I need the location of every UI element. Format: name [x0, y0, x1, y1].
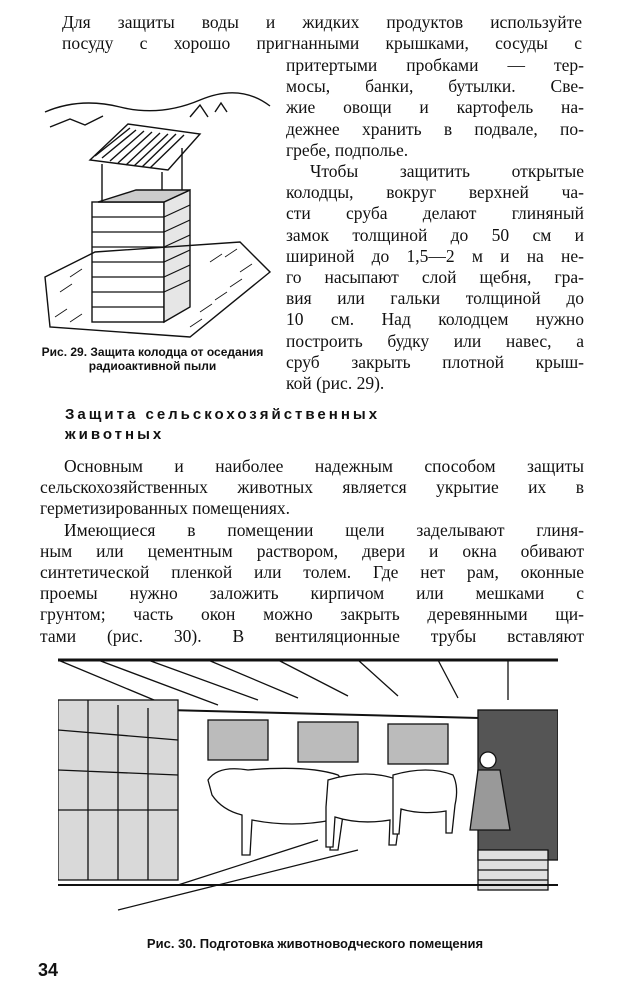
text-line: кой (рис. 29). [286, 373, 385, 394]
text-line: дежнее хранить в подвале, по- [286, 118, 584, 139]
text-line: мосы, банки, бутылки. Све- [286, 76, 584, 97]
text-line: проемы нужно заложить кирпичом или мешками с [40, 583, 584, 604]
text-line: гребе, подполье. [286, 139, 409, 160]
text-line: 10 см. Над колодцем нужно [286, 309, 584, 330]
heading-line: животных [65, 426, 165, 443]
text-line: сельскохозяйственных животных является укрытие их в [40, 477, 584, 498]
text-line: шириной до 1,5—2 м и на не- [286, 245, 584, 266]
text-line: Основным и наиболее надежным способом защиты [64, 456, 584, 476]
well-illustration [40, 72, 272, 347]
text-line: жие овощи и картофель на- [286, 97, 584, 118]
text-line: колодцы, вокруг верхней ча- [286, 182, 584, 203]
text-line: ным или цементным раствором, двери и окна обивают [40, 540, 584, 561]
text-line: го насыпают слой щебня, гра- [286, 267, 584, 288]
text-line: грунтом; часть окон можно закрыть деревянными щи- [40, 604, 584, 625]
section-heading [65, 405, 585, 445]
page-number: 34 [38, 960, 59, 980]
figure-29-caption: Рис. 29. Защита колодца от оседания радиоактивной пыли [41, 345, 264, 373]
figure-30-caption: Рис. 30. Подготовка животноводческого помещения [146, 936, 484, 951]
heading-line: Защита сельскохозяйственных [65, 406, 381, 423]
text-line: Для защиты воды и жидких продуктов используйте [62, 12, 582, 32]
text-line: построить будку или навес, а [286, 330, 584, 351]
text-line: тами (рис. 30). В вентиляционные трубы вставляют [40, 625, 584, 646]
text-line: вия или гальки толщиной до [286, 288, 584, 309]
text-line: притертыми пробками — тер- [286, 55, 584, 75]
text-line: сти сруба делают глиняный [286, 203, 584, 224]
livestock-protection-text [40, 456, 584, 647]
text-line: посуду с хорошо пригнанными крышками, сосуды с [62, 33, 582, 54]
text-line: Имеющиеся в помещении щели заделывают глиня- [64, 519, 584, 540]
intro-paragraph [62, 12, 582, 54]
barn-illustration [58, 650, 558, 922]
text-line: синтетической пленкой или толем. Где нет рам, оконные [40, 562, 584, 583]
text-line: Чтобы защитить открытые [310, 161, 584, 182]
well-protection-column [286, 55, 584, 394]
text-line: сруб закрыть плотной крыш- [286, 351, 584, 372]
text-line: герметизированных помещениях. [40, 498, 291, 519]
text-line: замок толщиной до 50 см и [286, 224, 584, 245]
